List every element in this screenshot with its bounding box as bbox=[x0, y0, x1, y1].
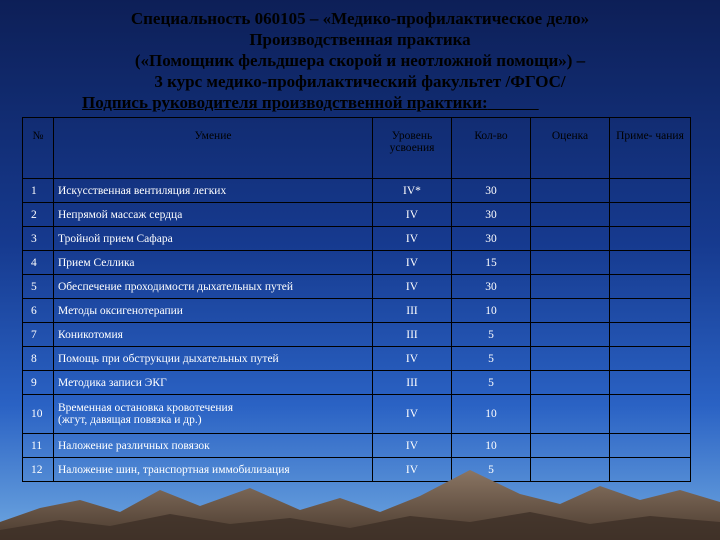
row-num: 1 bbox=[23, 179, 54, 203]
row-num: 5 bbox=[23, 275, 54, 299]
row-count: 15 bbox=[452, 251, 531, 275]
row-skill: Обеспечение проходимости дыхательных путей bbox=[54, 275, 373, 299]
mountain-range-decoration bbox=[0, 460, 720, 540]
row-notes bbox=[610, 251, 691, 275]
row-count: 10 bbox=[452, 434, 531, 458]
row-notes bbox=[610, 203, 691, 227]
row-skill: Прием Селлика bbox=[54, 251, 373, 275]
row-grade bbox=[531, 227, 610, 251]
table-header-row bbox=[23, 118, 691, 179]
title-line-practice: Производственная практика bbox=[249, 30, 471, 49]
row-grade bbox=[531, 299, 610, 323]
table-row bbox=[23, 275, 691, 299]
row-notes bbox=[610, 227, 691, 251]
row-grade bbox=[531, 347, 610, 371]
row-skill: Методы оксигенотерапии bbox=[54, 299, 373, 323]
title-line-specialty: Специальность 060105 – «Медико-профилактическое дело» bbox=[130, 9, 590, 28]
row-count: 10 bbox=[452, 299, 531, 323]
row-skill: Методика записи ЭКГ bbox=[54, 371, 373, 395]
row-count: 5 bbox=[452, 371, 531, 395]
row-level: IV bbox=[373, 275, 452, 299]
row-level: III bbox=[373, 371, 452, 395]
row-num: 3 bbox=[23, 227, 54, 251]
row-level: IV bbox=[373, 227, 452, 251]
title-line-assistant: («Помощник фельдшера скорой и неотложной помощи») – bbox=[134, 51, 586, 70]
row-num: 11 bbox=[23, 434, 54, 458]
row-skill: Искусственная вентиляция легких bbox=[54, 179, 373, 203]
row-level: IV bbox=[373, 203, 452, 227]
row-num: 10 bbox=[23, 395, 54, 434]
row-notes bbox=[610, 179, 691, 203]
table-row bbox=[23, 251, 691, 275]
row-grade bbox=[531, 275, 610, 299]
slide-title bbox=[60, 8, 660, 113]
row-skill-line1: Временная остановка кровотечения bbox=[58, 402, 233, 414]
row-skill: Непрямой массаж сердца bbox=[54, 203, 373, 227]
table-row bbox=[23, 371, 691, 395]
row-num: 6 bbox=[23, 299, 54, 323]
row-count: 30 bbox=[452, 179, 531, 203]
row-grade bbox=[531, 434, 610, 458]
row-grade bbox=[531, 323, 610, 347]
row-notes bbox=[610, 275, 691, 299]
row-level: IV bbox=[373, 347, 452, 371]
row-grade bbox=[531, 371, 610, 395]
row-level: IV bbox=[373, 395, 452, 434]
row-num: 7 bbox=[23, 323, 54, 347]
table-row bbox=[23, 227, 691, 251]
header-notes: Приме- чания bbox=[610, 118, 691, 179]
row-notes bbox=[610, 323, 691, 347]
row-notes bbox=[610, 299, 691, 323]
row-count: 5 bbox=[452, 347, 531, 371]
row-skill-line2: (жгут, давящая повязка и др.) bbox=[58, 414, 202, 426]
row-grade bbox=[531, 203, 610, 227]
row-skill: Помощь при обструкции дыхательных путей bbox=[54, 347, 373, 371]
skills-table bbox=[22, 117, 691, 482]
row-grade bbox=[531, 179, 610, 203]
row-count: 5 bbox=[452, 458, 531, 482]
row-notes bbox=[610, 371, 691, 395]
row-skill: Тройной прием Сафара bbox=[54, 227, 373, 251]
row-notes bbox=[610, 347, 691, 371]
row-num: 8 bbox=[23, 347, 54, 371]
row-num: 2 bbox=[23, 203, 54, 227]
row-level: III bbox=[373, 299, 452, 323]
header-count: Кол-во bbox=[452, 118, 531, 179]
header-grade: Оценка bbox=[531, 118, 610, 179]
row-grade bbox=[531, 395, 610, 434]
title-line-course: 3 курс медико-профилактический факультет /ФГОС/ bbox=[154, 72, 566, 91]
row-level: IV bbox=[373, 458, 452, 482]
header-level: Уровень усвоения bbox=[373, 118, 452, 179]
row-level: III bbox=[373, 323, 452, 347]
title-line-signature: Подпись руководителя производственной практики: bbox=[82, 93, 488, 112]
row-notes bbox=[610, 395, 691, 434]
row-count: 30 bbox=[452, 227, 531, 251]
table-row bbox=[23, 323, 691, 347]
table-row bbox=[23, 203, 691, 227]
row-grade bbox=[531, 251, 610, 275]
table-row bbox=[23, 395, 691, 434]
header-num: № bbox=[23, 118, 54, 179]
row-count: 30 bbox=[452, 203, 531, 227]
table-row bbox=[23, 299, 691, 323]
row-level: IV* bbox=[373, 179, 452, 203]
row-skill: Наложение различных повязок bbox=[54, 434, 373, 458]
row-num: 12 bbox=[23, 458, 54, 482]
row-skill: Наложение шин, транспортная иммобилизация bbox=[54, 458, 373, 482]
row-level: IV bbox=[373, 251, 452, 275]
row-skill: Коникотомия bbox=[54, 323, 373, 347]
row-notes bbox=[610, 434, 691, 458]
row-count: 5 bbox=[452, 323, 531, 347]
row-num: 4 bbox=[23, 251, 54, 275]
header-skill: Умение bbox=[54, 118, 373, 179]
row-level: IV bbox=[373, 434, 452, 458]
table-row bbox=[23, 434, 691, 458]
table-row bbox=[23, 179, 691, 203]
row-count: 10 bbox=[452, 395, 531, 434]
row-skill bbox=[54, 395, 373, 434]
row-num: 9 bbox=[23, 371, 54, 395]
row-count: 30 bbox=[452, 275, 531, 299]
table-row bbox=[23, 347, 691, 371]
